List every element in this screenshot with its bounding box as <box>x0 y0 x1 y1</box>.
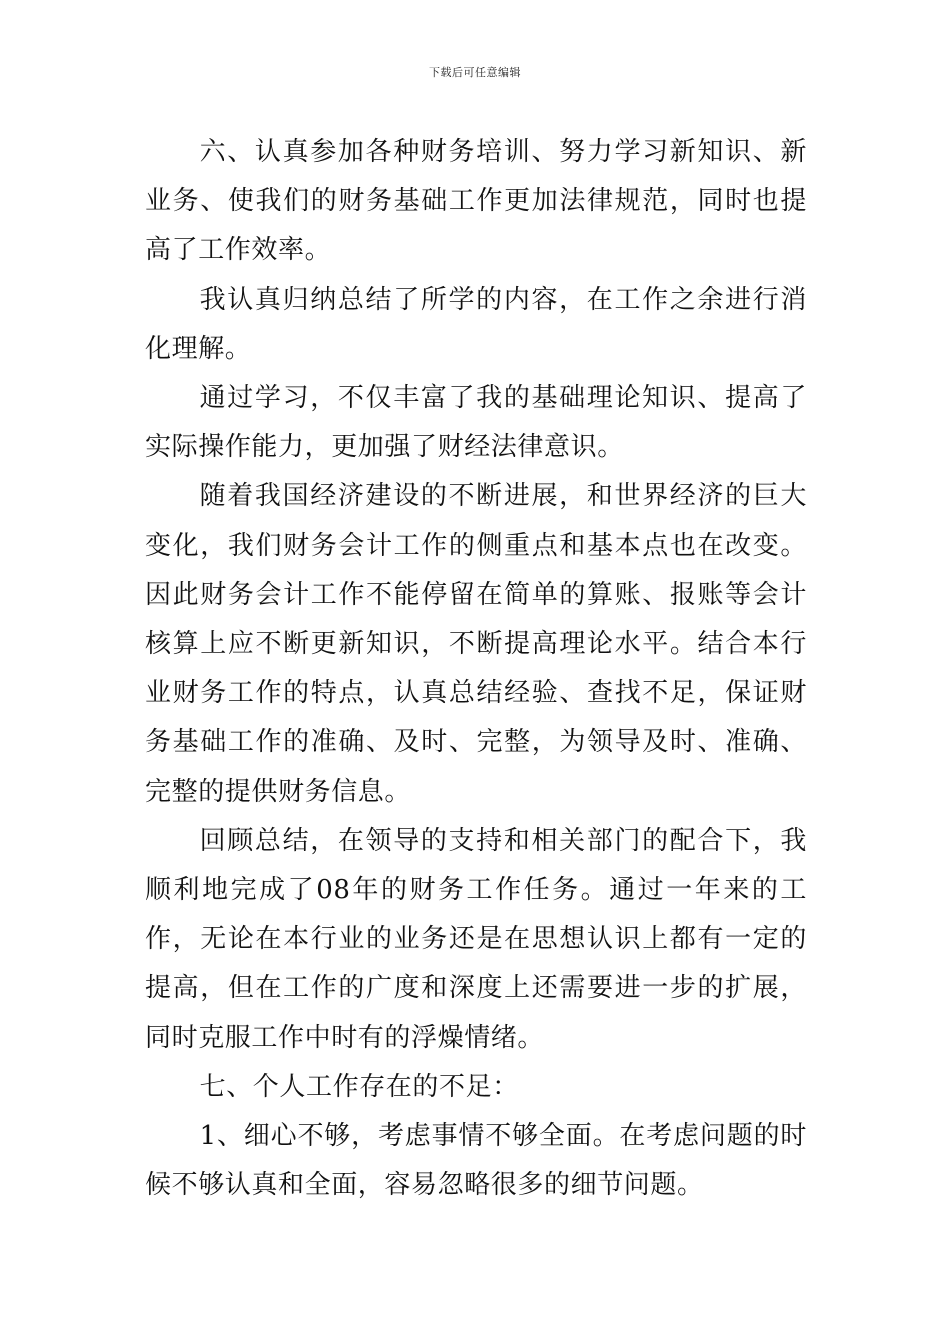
paragraph-summary: 我认真归纳总结了所学的内容，在工作之余进行消化理解。 <box>145 284 807 364</box>
page-header: 下载后可任意编辑 <box>429 66 521 79</box>
paragraph-training: 六、认真参加各种财务培训、努力学习新知识、新业务、使我们的财务基础工作更加法律规范，同时也提高了工作效率。 <box>145 137 807 266</box>
document-body <box>145 128 807 1210</box>
paragraph-economy: 随着我国经济建设的不断进展，和世界经济的巨大变化，我们财务会计工作的侧重点和基本点也在改变。因此财务会计工作不能停留在简单的算账、报账等会计核算上应不断更新知识，不断提高理论水平。结合本行业财务工作的特点，认真总结经验、查找不足，保证财务基础工作的准确、及时、完整，为领导及时、准确、完整的提供财务信息。 <box>145 481 807 807</box>
paragraph-review: 回顾总结，在领导的支持和相关部门的配合下，我顺利地完成了08年的财务工作任务。通过一年来的工作，无论在本行业的业务还是在思想认识上都有一定的提高，但在工作的广度和深度上还需要进一步的扩展，同时克服工作中时有的浮燥情绪。 <box>145 825 807 1053</box>
paragraph-shortcoming-1: 1、细心不够，考虑事情不够全面。在考虑问题的时候不够认真和全面，容易忽略很多的细节问题。 <box>145 1121 807 1201</box>
paragraph-learning: 通过学习，不仅丰富了我的基础理论知识、提高了实际操作能力，更加强了财经法律意识。 <box>145 383 807 463</box>
section-heading-shortcomings: 七、个人工作存在的不足： <box>199 1071 519 1102</box>
